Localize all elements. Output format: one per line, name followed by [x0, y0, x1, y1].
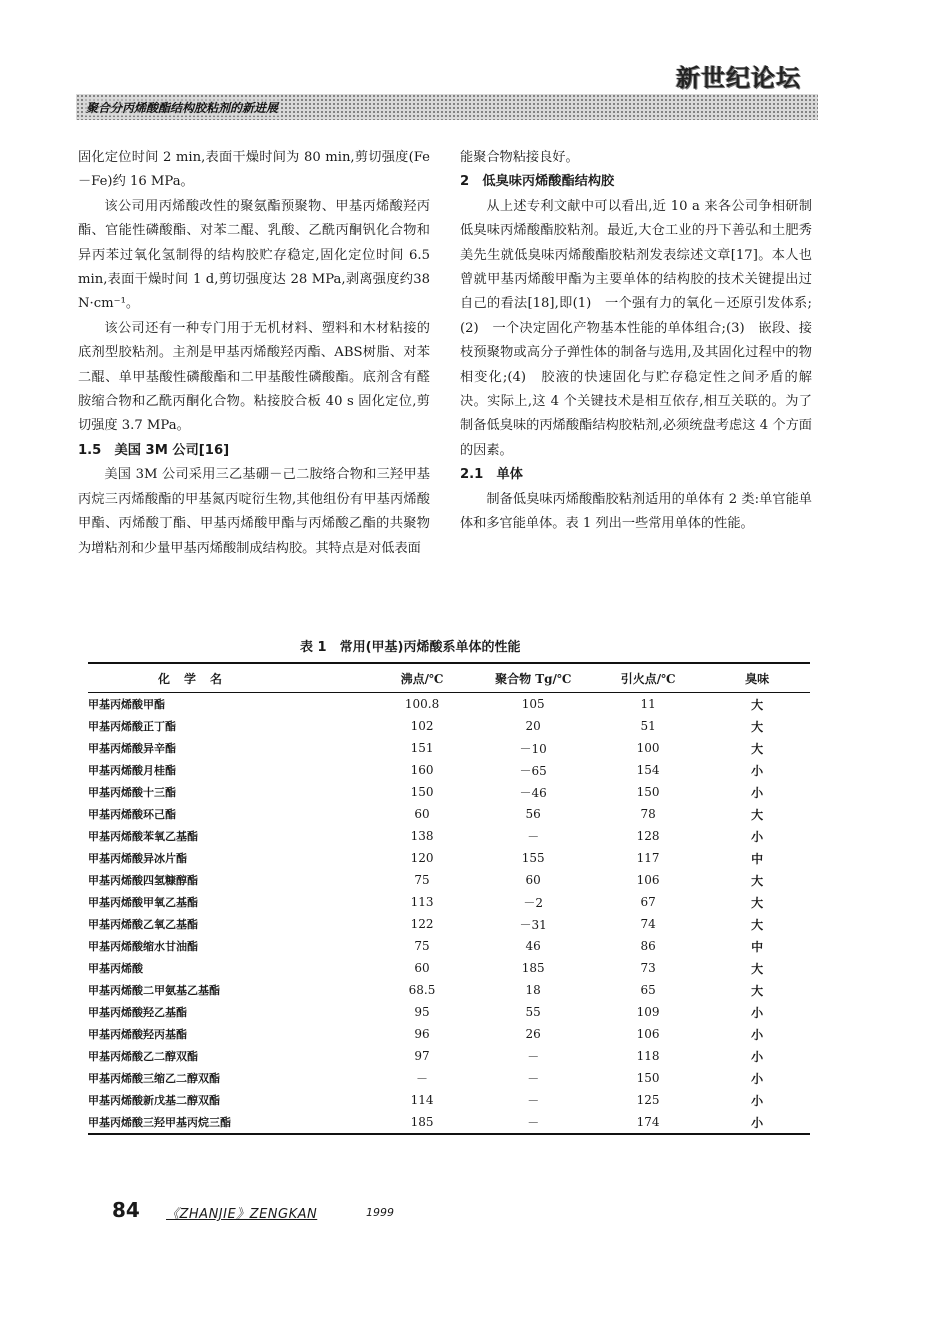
cell-odor: 小 — [751, 1093, 764, 1108]
cell-name: 甲基丙烯酸十三酯 — [88, 786, 176, 799]
cell-boiling-point: 138 — [410, 829, 434, 843]
cell-name: 甲基丙烯酸苯氧乙基酯 — [88, 830, 198, 843]
cell-name: 甲基丙烯酸异辛酯 — [88, 742, 176, 755]
cell-boiling-point: 96 — [414, 1027, 430, 1041]
cell-tg: 55 — [525, 1005, 541, 1019]
cell-name: 甲基丙烯酸三缩乙二醇双酯 — [88, 1072, 220, 1085]
cell-flash-point: 128 — [636, 829, 660, 843]
right-column — [460, 146, 812, 537]
cell-tg: 60 — [525, 873, 541, 887]
cell-boiling-point: 113 — [410, 895, 434, 909]
cell-flash-point: 67 — [640, 895, 656, 909]
cell-flash-point: 65 — [640, 983, 656, 997]
cell-odor: 大 — [751, 983, 764, 998]
cell-tg: －31 — [519, 917, 547, 932]
cell-tg: － — [527, 1093, 540, 1108]
cell-odor: 小 — [751, 1027, 764, 1042]
cell-odor: 小 — [751, 1005, 764, 1020]
table-row — [88, 869, 810, 891]
table-body — [88, 693, 810, 1135]
table-title: 表 1 常用(甲基)丙烯酸系单体的性能 — [300, 640, 521, 655]
table-row — [88, 825, 810, 847]
cell-name: 甲基丙烯酸三羟甲基丙烷三酯 — [88, 1111, 370, 1134]
running-title: 聚合分丙烯酸酯结构胶粘剂的新进展 — [86, 101, 279, 115]
col-header-name: 化学名 — [88, 663, 370, 693]
cell-boiling-point: 97 — [414, 1049, 430, 1063]
cell-name: 甲基丙烯酸羟乙基酯 — [88, 1006, 187, 1019]
table-row — [88, 891, 810, 913]
cell-odor: 大 — [751, 807, 764, 822]
cell-odor: 小 — [704, 1111, 810, 1134]
cell-boiling-point: 151 — [410, 741, 434, 755]
cell-tg: 185 — [521, 961, 545, 975]
cell-odor: 小 — [751, 1071, 764, 1086]
cell-tg: 155 — [521, 851, 545, 865]
cell-name: 甲基丙烯酸异冰片酯 — [88, 852, 187, 865]
cell-name: 甲基丙烯酸 — [88, 962, 143, 975]
cell-boiling-point: 75 — [414, 873, 430, 887]
cell-tg: －65 — [519, 763, 547, 778]
cell-boiling-point: 68.5 — [408, 983, 436, 997]
paragraph: 从上述专利文献中可以看出,近 10 a 来各公司争相研制低臭味丙烯酸酯胶粘剂。最近,大仓工业的丹下善弘和土肥秀美先生就低臭味丙烯酸酯胶粘剂发表综述文章[17]。本人也曾就甲基丙烯酸甲酯为主要单体的结构胶的技术关键提出过自己的看法[18],即(1) 一个强有力的氧化－还原引发体系;(2) 一个决定固化产物基本性能的单体组合;(3) 嵌段、接枝预聚物或高分子弹性体的制备与选用,及其固化过程中的物相变化;(4) 胶液的快速固化与贮存稳定性之间矛盾的解决。实际上,这 4 个关键技术是相互依存,相互关联的。为了制备低臭味的丙烯酸酯结构胶粘剂,必须统盘考虑这 4 个方面的因素。 — [460, 198, 812, 458]
cell-tg: － — [527, 829, 540, 844]
cell-boiling-point: 122 — [410, 917, 434, 931]
cell-flash-point: 109 — [636, 1005, 660, 1019]
cell-odor: 大 — [751, 741, 764, 756]
journal-year: 1999 — [366, 1206, 394, 1219]
cell-name: 甲基丙烯酸新戊基二醇双酯 — [88, 1094, 220, 1107]
cell-odor: 大 — [751, 719, 764, 734]
cell-boiling-point: 120 — [410, 851, 434, 865]
col-header-flash-point: 引火点/℃ — [592, 663, 704, 693]
col-header-tg: 聚合物 Tg/℃ — [474, 663, 592, 693]
section-heading-1-5: 1.5 美国 3M 公司[16] — [78, 442, 230, 458]
cell-name: 甲基丙烯酸羟丙基酯 — [88, 1028, 187, 1041]
cell-boiling-point: 60 — [414, 961, 430, 975]
cell-name: 甲基丙烯酸乙氧乙基酯 — [88, 918, 198, 931]
cell-name: 甲基丙烯酸正丁酯 — [88, 720, 176, 733]
cell-tg: 20 — [525, 719, 541, 733]
page-number: 84 — [112, 1198, 140, 1222]
cell-boiling-point: 185 — [370, 1111, 475, 1134]
journal-name: 《ZHANJIE》ZENGKAN — [166, 1207, 318, 1222]
cell-name: 甲基丙烯酸缩水甘油酯 — [88, 940, 198, 953]
table-row — [88, 1045, 810, 1067]
table-row — [88, 803, 810, 825]
paragraph: 制备低臭味丙烯酸酯胶粘剂适用的单体有 2 类:单官能单体和多官能单体。表 1 列出一些常用单体的性能。 — [460, 491, 812, 532]
cell-boiling-point: 100.8 — [404, 697, 440, 711]
table-row — [88, 1023, 810, 1045]
cell-tg: － — [474, 1111, 592, 1134]
table-row — [88, 979, 810, 1001]
section-logo: 新世纪论坛 — [676, 64, 801, 92]
cell-flash-point: 150 — [636, 785, 660, 799]
cell-odor: 小 — [751, 1049, 764, 1064]
cell-flash-point: 73 — [640, 961, 656, 975]
paragraph: 能聚合物粘接良好。 — [460, 150, 579, 165]
table-row — [88, 957, 810, 979]
table-row — [88, 1089, 810, 1111]
cell-flash-point: 86 — [640, 939, 656, 953]
cell-odor: 中 — [751, 939, 764, 954]
cell-boiling-point: 95 — [414, 1005, 430, 1019]
cell-flash-point: 125 — [636, 1093, 660, 1107]
col-header-odor: 臭味 — [704, 663, 810, 693]
cell-odor: 小 — [751, 829, 764, 844]
cell-flash-point: 106 — [636, 1027, 660, 1041]
cell-tg: － — [527, 1049, 540, 1064]
table-row — [88, 935, 810, 957]
cell-flash-point: 100 — [636, 741, 660, 755]
cell-boiling-point: 75 — [414, 939, 430, 953]
cell-odor: 小 — [751, 763, 764, 778]
cell-tg: －46 — [519, 785, 547, 800]
paragraph: 固化定位时间 2 min,表面干燥时间为 80 min,剪切强度(Fe－Fe)约 16 MPa。 — [78, 150, 430, 190]
paragraph: 该公司用丙烯酸改性的聚氨酯预聚物、甲基丙烯酸羟丙酯、官能性磷酸酯、对苯二醌、乳酸、乙酰丙酮钒化合物和异丙苯过氧化氢制得的结构胶贮存稳定,固化定位时间 6.5 min,表面干燥时间 1 d,剪切强度达 28 MPa,剥离强度约38 N·cm⁻¹。 — [78, 198, 430, 312]
cell-odor: 中 — [751, 851, 764, 866]
cell-tg: 46 — [525, 939, 541, 953]
cell-boiling-point: 114 — [410, 1093, 434, 1107]
table-row — [88, 693, 810, 716]
cell-tg: 56 — [525, 807, 541, 821]
cell-flash-point: 150 — [636, 1071, 660, 1085]
table-row — [88, 737, 810, 759]
cell-flash-point: 174 — [592, 1111, 704, 1134]
cell-name: 甲基丙烯酸月桂酯 — [88, 764, 176, 777]
cell-name: 甲基丙烯酸甲氧乙基酯 — [88, 896, 198, 909]
cell-tg: －2 — [523, 895, 544, 910]
cell-tg: 105 — [521, 697, 545, 711]
table-row — [88, 781, 810, 803]
table-header-row — [88, 663, 810, 693]
col-header-boiling-point: 沸点/℃ — [370, 663, 475, 693]
section-heading-2-1: 2.1 单体 — [460, 467, 523, 483]
paragraph: 美国 3M 公司采用三乙基硼－己二胺络合物和三羟甲基丙烷三丙烯酸酯的甲基氮丙啶衍生物,其他组份有甲基丙烯酸甲酯、丙烯酸丁酯、甲基丙烯酸甲酯与丙烯酸乙酯的共聚物为增粘剂和少量甲基丙烯酸制成结构胶。其特点是对低表面 — [78, 467, 430, 556]
section-heading-2: 2 低臭味丙烯酸酯结构胶 — [460, 174, 615, 190]
cell-tg: － — [527, 1071, 540, 1086]
cell-odor: 大 — [751, 697, 764, 712]
table-row — [88, 715, 810, 737]
table-row — [88, 847, 810, 869]
cell-flash-point: 78 — [640, 807, 656, 821]
cell-flash-point: 154 — [636, 763, 660, 777]
table-row — [88, 1067, 810, 1089]
cell-odor: 小 — [751, 785, 764, 800]
table-row — [88, 1111, 810, 1134]
cell-tg: －10 — [519, 741, 547, 756]
cell-name: 甲基丙烯酸四氢糠醇酯 — [88, 874, 198, 887]
cell-odor: 大 — [751, 917, 764, 932]
cell-flash-point: 118 — [636, 1049, 660, 1063]
table-row — [88, 913, 810, 935]
cell-name: 甲基丙烯酸二甲氨基乙基酯 — [88, 984, 220, 997]
cell-flash-point: 106 — [636, 873, 660, 887]
cell-flash-point: 74 — [640, 917, 656, 931]
cell-boiling-point: － — [416, 1071, 429, 1086]
cell-odor: 大 — [751, 895, 764, 910]
cell-odor: 大 — [751, 961, 764, 976]
cell-flash-point: 117 — [636, 851, 660, 865]
cell-name: 甲基丙烯酸甲酯 — [88, 698, 165, 711]
table-row — [88, 759, 810, 781]
header-band — [76, 94, 818, 120]
paragraph: 该公司还有一种专门用于无机材料、塑料和木材粘接的底剂型胶粘剂。主剂是甲基丙烯酸羟丙酯、ABS树脂、对苯二醌、单甲基酸性磷酸酯和二甲基酸性磷酸酯。底剂含有醛胺缩合物和乙酰丙酮化合物。粘接胶合板 40 s 固化定位,剪切强度 3.7 MPa。 — [78, 320, 430, 434]
cell-boiling-point: 160 — [410, 763, 434, 777]
cell-boiling-point: 150 — [410, 785, 434, 799]
cell-tg: 18 — [525, 983, 541, 997]
cell-name: 甲基丙烯酸乙二醇双酯 — [88, 1050, 198, 1063]
cell-name: 甲基丙烯酸环己酯 — [88, 808, 176, 821]
left-column — [78, 146, 430, 561]
cell-boiling-point: 60 — [414, 807, 430, 821]
cell-flash-point: 51 — [640, 719, 656, 733]
cell-boiling-point: 102 — [410, 719, 434, 733]
cell-odor: 大 — [751, 873, 764, 888]
cell-flash-point: 11 — [640, 697, 656, 711]
table-row — [88, 1001, 810, 1023]
cell-tg: 26 — [525, 1027, 541, 1041]
monomer-properties-table — [88, 662, 810, 1135]
